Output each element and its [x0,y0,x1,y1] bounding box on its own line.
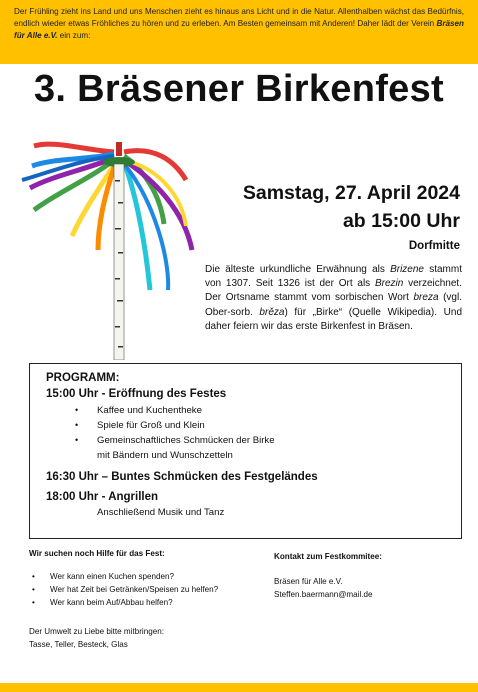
contact-email[interactable]: Steffen.baermann@mail.de [274,589,373,599]
contact-section [274,552,464,601]
contact-org: Bräsen für Alle e.V. [274,577,343,586]
intro-banner [0,0,478,64]
environment-note [29,625,259,651]
list-item: • Wer kann beim Auf/Abbau helfen? [32,598,173,607]
maypole-illustration [14,140,204,360]
club-name: Bräsen für Alle e.V. [14,19,464,40]
event-date: Samstag, 27. April 2024 [242,182,460,204]
intro-text: Der Frühling zieht ins Land und uns Menschen zieht es hinaus ans Licht und in die Natur. Allenthalben wächst das Bedürfnis, endlich wieder etwas Fröhliches zu hören und zu erleben. Am Besten gemeinsam mit Anderen! Daher lädt der Verein [14,7,464,28]
help-list [29,570,259,609]
old-name-brezin: Brezin [374,278,404,290]
word-breza-upper-sorbian: brěza [259,306,285,318]
help-section [29,549,259,651]
event-location: Dorfmitte [408,240,460,252]
birch-pole [114,164,124,360]
bottom-band [0,683,478,692]
old-name-brizene: Brizene [390,264,424,275]
list-item: • Wer hat Zeit bei Getränken/Speisen zu helfen? [32,585,219,594]
opening-sub-list [46,403,461,463]
list-item-continuation: mit Bändern und Wunschzetteln [97,450,233,461]
contact-heading: Kontakt zum Festkommitee: [274,552,382,561]
program-item-opening: 15:00 Uhr - Eröffnung des Festes [46,388,227,400]
word-breza: breza [413,292,439,304]
list-item: • Gemeinschaftliches Schmücken der Birke [75,435,275,446]
history-paragraph: Die älteste urkundliche Erwähnung als Brizene stammt von 1307. Seit 1326 ist der Ort als Brezin verzeichnet. Der Ortsname stammt vom sorbischen Wort breza (vgl. Ober-sorb. brěza) für „Birke“ (Quelle Wikipedia). Und daher feiern wir das erste Birkenfest in Bräsen. [205,264,463,332]
intro-end: ein zum: [57,31,91,40]
list-item: • Kaffee und Kuchentheke [75,405,202,416]
program-heading: PROGRAMM: [46,372,120,384]
list-item: • Wer kann einen Kuchen spenden? [32,572,175,581]
program-box [29,363,462,539]
env-line-2: Tasse, Teller, Besteck, Glas [29,640,128,649]
ribbon-red-left [34,144,114,152]
program-item-grilling: 18:00 Uhr - Angrillen [46,491,159,503]
pole-tip [116,142,122,156]
grilling-sub: Anschließend Musik und Tanz [97,507,225,518]
program-item-decorating: 16:30 Uhr – Buntes Schmücken des Festgeländes [46,471,318,483]
event-time: ab 15:00 Uhr [342,210,460,232]
env-line-1: Der Umwelt zu Liebe bitte mitbringen: [29,627,164,636]
help-heading: Wir suchen noch Hilfe für das Fest: [29,549,165,558]
list-item: • Spiele für Groß und Klein [75,420,205,431]
event-title: 3. Bräsener Birkenfest [33,68,445,110]
